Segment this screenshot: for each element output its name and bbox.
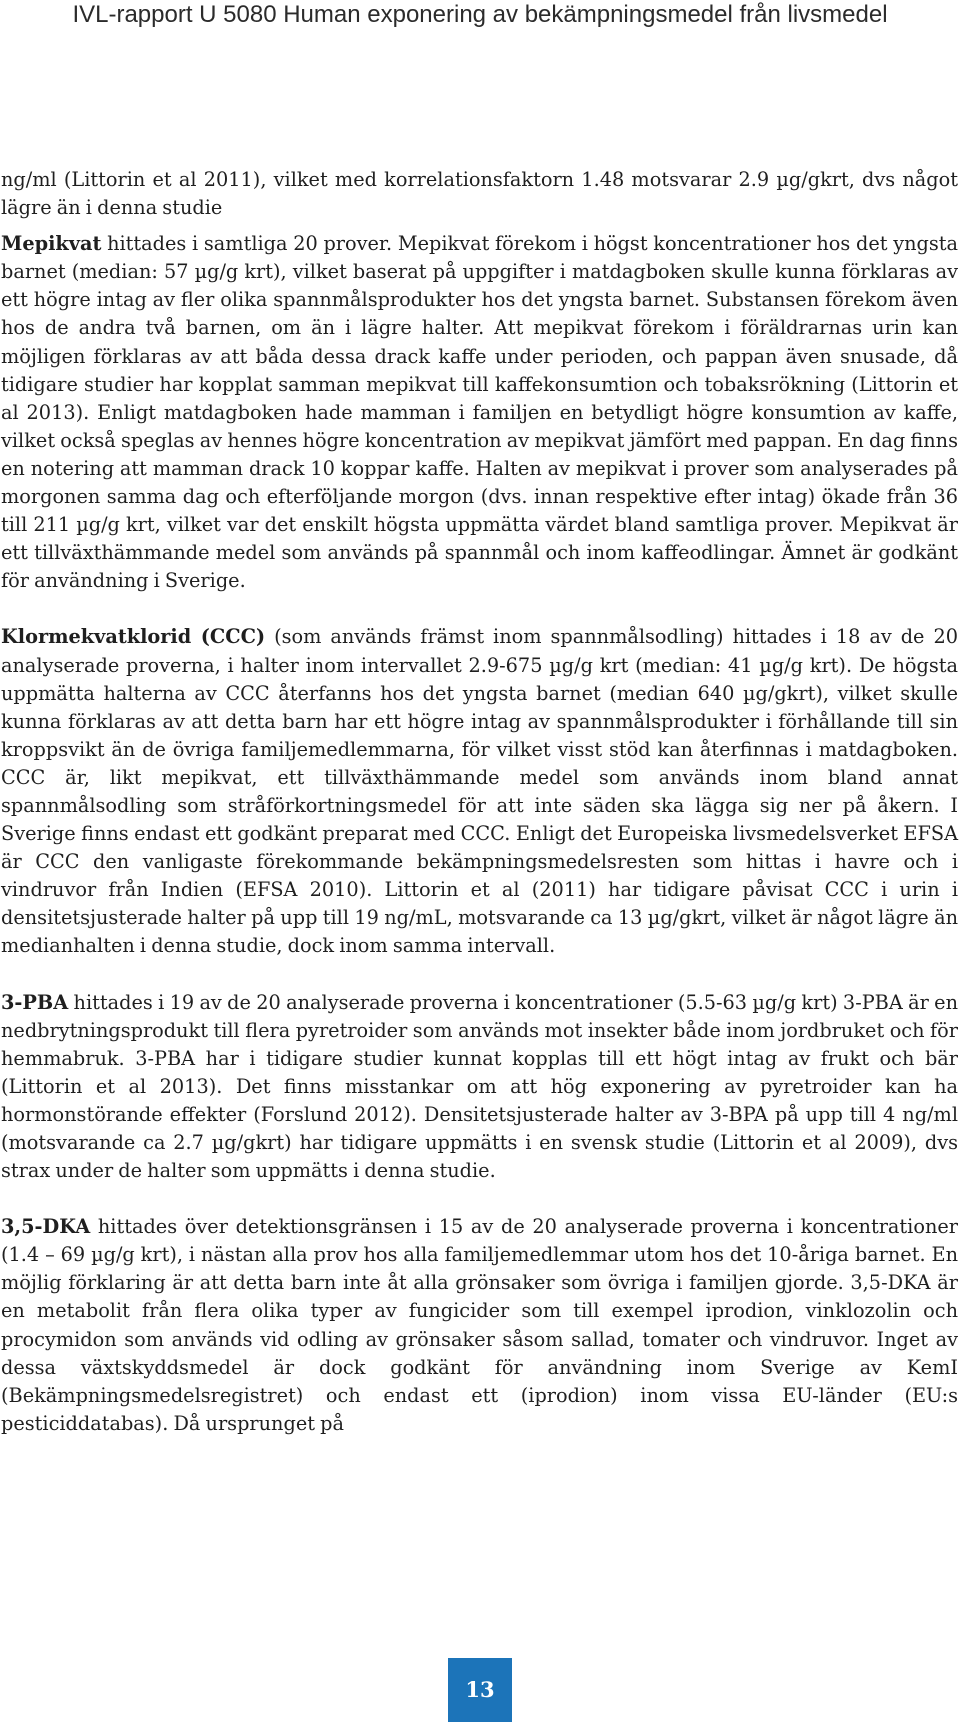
- paragraph-text: (som används främst inom spannmålsodling) hittades i 18 av de 20 analyserade proverna, i halter inom intervallet 2.9-675 µg/g krt (median: 41 µg/g krt). De högsta uppmätta halterna av CCC återfanns hos det yngsta barnet (median 640 µg/gkrt), vilket skulle kunna förklaras av att detta barn har ett högre intag av spannmålsprodukter i förhållande till sin kroppsvikt än de övriga familjemedlemmarna, för vilket visst stöd kan återfinnas i matdagboken. CCC är, likt mepikvat, ett tillväxthämmande medel som används inom bland annat spannmålsodling som stråförkortningsmedel för att inte säden ska lägga sig ner på åkern. I Sverige finns endast ett godkänt preparat med CCC. Enligt det Europeiska livsmedelsverket EFSA är CCC den vanligaste förekommande bekämpningsmedelsresten som hittas i havre och i vindruvor från Indien (EFSA 2010). Littorin et al (2011) har tidigare påvisat CCC i urin i densitetsjusterade halter på upp till 19 ng/mL, motsvarande ca 13 µg/gkrt, vilket är något lägre än medianhalten i denna studie, dock inom samma intervall.: [1, 625, 958, 958]
- substance-term-3-5-dka: 3,5-DKA: [1, 1215, 91, 1239]
- paragraph-mepikvat: [1, 230, 958, 595]
- report-body-text: [1, 166, 958, 1438]
- paragraph-3-pba: [1, 989, 958, 1186]
- substance-term-mepikvat: Mepikvat: [1, 232, 102, 256]
- substance-term-3-pba: 3-PBA: [1, 990, 69, 1014]
- paragraph-klormekvatklorid: [1, 623, 958, 960]
- substance-term-ccc: Klormekvatklorid (CCC): [1, 625, 266, 649]
- paragraph-text: ng/ml (Littorin et al 2011), vilket med korrelationsfaktorn 1.48 motsvarar 2.9 µg/gkrt, dvs något lägre än i denna studie: [1, 168, 958, 220]
- paragraph-text: hittades i samtliga 20 prover. Mepikvat förekom i högst koncentrationer hos det yngsta barnet (median: 57 µg/g krt), vilket baserat på uppgifter i matdagboken skulle kunna förklaras av ett högre intag av fler olika spannmålsprodukter hos det yngsta barnet. Substansen förekom även hos de andra två barnen, om än i lägre halter. Att mepikvat förekom i föräldrarnas urin kan möjligen förklaras av att båda dessa drack kaffe under perioden, och pappan även snusade, då tidigare studier har kopplat samman mepikvat till kaffekonsumtion och tobaksrökning (Littorin et al 2013). Enligt matdagboken hade mamman i familjen en betydligt högre konsumtion av kaffe, vilket också speglas av hennes högre koncentration av mepikvat jämfört med pappan. En dag finns en notering att mamman drack 10 koppar kaffe. Halten av mepikvat i prover som analyserades på morgonen samma dag och efterföljande morgon (dvs. innan respektive efter intag) ökade från 36 till 211 µg/g krt, vilket var det enskilt högsta uppmätta värdet bland samtliga prover. Mepikvat är ett tillväxthämmande medel som används på spannmål och inom kaffeodlingar. Ämnet är godkänt för användning i Sverige.: [1, 232, 958, 593]
- paragraph-text: hittades i 19 av de 20 analyserade proverna i koncentrationer (5.5-63 µg/g krt) 3-PBA är en nedbrytningsprodukt till flera pyretroider som används mot insekter både inom jordbruket och för hemmabruk. 3-PBA har i tidigare studier kunnat kopplas till ett högt intag av frukt och bär (Littorin et al 2013). Det finns misstankar om att hög exponering av pyretroider kan ha hormonstörande effekter (Forslund 2012). Densitetsjusterade halter av 3-BPA på upp till 4 ng/ml (motsvarande ca 2.7 µg/gkrt) har tidigare uppmätts i en svensk studie (Littorin et al 2009), dvs strax under de halter som uppmätts i denna studie.: [1, 990, 958, 1183]
- paragraph-3-5-dka: [1, 1213, 958, 1438]
- paragraph-continuation: [1, 166, 958, 222]
- page-number-badge: 13: [448, 1658, 512, 1722]
- paragraph-text: hittades över detektionsgränsen i 15 av de 20 analyserade proverna i koncentrationer (1.4 – 69 µg/g krt), i nästan alla prov hos alla familjemedlemmar utom hos det 10-åriga barnet. En möjlig förklaring är att detta barn inte åt alla grönsaker som övriga i familjen gjorde. 3,5-DKA är en metabolit från flera olika typer av fungicider som till exempel iprodion, vinklozolin och procymidon som används vid odling av grönsaker såsom sallad, tomater och vindruvor. Inget av dessa växtskyddsmedel är dock godkänt för användning inom Sverige av KemI (Bekämpningsmedelsregistret) och endast ett (iprodion) inom vissa EU-länder (EU:s pesticiddatabas). Då ursprunget på: [1, 1215, 958, 1435]
- running-header: IVL-rapport U 5080 Human exponering av bekämpningsmedel från livsmedel: [72, 1, 888, 28]
